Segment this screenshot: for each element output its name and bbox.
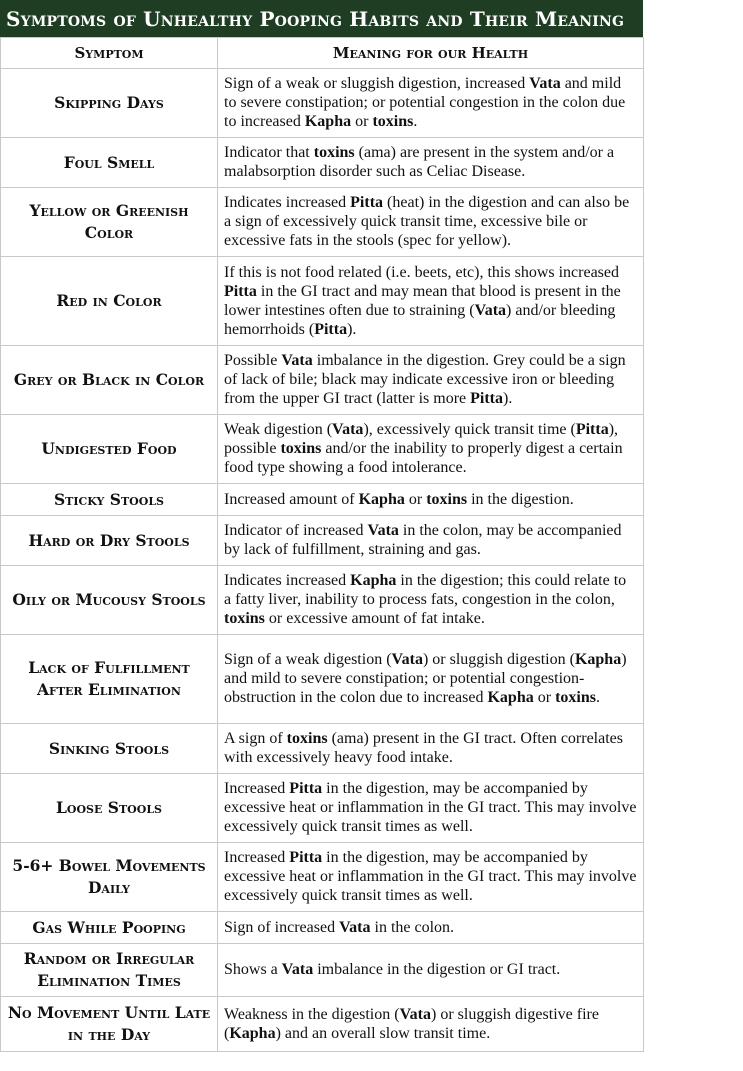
table-row: [1, 944, 644, 997]
table-row: [1, 566, 644, 635]
meaning-text: .: [595, 689, 600, 706]
meaning-text: or: [533, 689, 556, 706]
meaning-keyword: Pitta: [350, 194, 384, 211]
meaning-text: ).: [503, 390, 513, 407]
meaning-cell: [218, 188, 644, 257]
meaning-keyword: toxins: [286, 730, 328, 747]
meaning-text: in the digestion; this could relate to a fatty liver, inability to process fats, congestion in the colon,: [224, 572, 627, 608]
table-row: [1, 346, 644, 415]
meaning-text: ) and/or bleeding hemorrhoids (: [224, 301, 616, 338]
table-row: [1, 188, 644, 257]
table-row: [1, 912, 644, 944]
meaning-text: .: [413, 113, 418, 130]
table-row: [1, 997, 644, 1052]
meaning-keyword: Kapha: [358, 490, 405, 508]
meaning-text: imbalance in the digestion. Grey could be a sign of lack of bile; black may indicate excessive iron or bleeding from the upper GI tract (latter is more: [224, 352, 626, 407]
table-row: [1, 257, 644, 346]
meaning-text: in the colon, may be accompanied by lack of fulfillment, straining and gas.: [224, 522, 622, 558]
symptom-cell: Skipping Days: [1, 69, 218, 138]
meaning-keyword: Kapha: [350, 572, 397, 589]
meaning-cell: [218, 635, 644, 724]
meaning-keyword: toxins: [313, 144, 355, 161]
symptom-cell: No Movement Until Late in the Day: [1, 997, 218, 1052]
meaning-keyword: Pitta: [224, 282, 257, 300]
meaning-text: Weak digestion (: [224, 421, 333, 438]
table-row: [1, 69, 644, 138]
meaning-text: Increased: [224, 780, 290, 797]
meaning-text: Shows a: [224, 961, 282, 978]
table-row: [1, 724, 644, 774]
symptom-cell: Undigested Food: [1, 415, 218, 484]
meaning-keyword: Kapha: [487, 689, 534, 706]
symptom-cell: Gas While Pooping: [1, 912, 218, 944]
meaning-cell: [218, 415, 644, 484]
meaning-text: (ama) are present in the system and/or a malabsorption disorder such as Celiac Disease.: [224, 144, 615, 180]
symptoms-table: [0, 37, 644, 1052]
meaning-cell: [218, 774, 644, 843]
table-row: [1, 843, 644, 912]
meaning-keyword: toxins: [224, 610, 265, 627]
meaning-text: ) or sluggish digestive fire (: [224, 1005, 599, 1042]
symptom-cell: Lack of Fulfillment After Elimination: [1, 635, 218, 724]
meaning-text: in the digestion.: [467, 490, 574, 508]
meaning-cell: [218, 997, 644, 1052]
meaning-text: Possible: [224, 352, 282, 369]
meaning-keyword: toxins: [372, 113, 414, 130]
meaning-text: Indicator of increased: [224, 522, 368, 539]
meaning-cell: [218, 138, 644, 188]
meaning-text: ) or sluggish digestion (: [422, 651, 575, 668]
meaning-keyword: Kapha: [229, 1024, 276, 1042]
meaning-keyword: Vata: [281, 352, 313, 369]
meaning-text: Indicates increased: [224, 194, 351, 211]
meaning-text: imbalance in the digestion or GI tract.: [313, 961, 561, 978]
meaning-text: or: [351, 113, 373, 130]
meaning-text: Sign of increased: [224, 918, 340, 936]
symptom-cell: Random or Irregular Elimination Times: [1, 944, 218, 997]
symptom-cell: 5-6+ Bowel Movements Daily: [1, 843, 218, 912]
meaning-column-header: Meaning for our Health: [218, 38, 644, 69]
meaning-keyword: Pitta: [289, 849, 323, 866]
meaning-text: ), excessively quick transit time (: [363, 421, 576, 438]
meaning-text: Indicates increased: [224, 572, 351, 589]
symptom-column-header: Symptom: [1, 38, 218, 69]
meaning-keyword: Pitta: [470, 390, 503, 407]
meaning-text: ).: [347, 320, 357, 338]
symptom-cell: Loose Stools: [1, 774, 218, 843]
meaning-text: (heat) in the digestion and can also be a sign of excessively quick transit time, excessive bile or excessive fats in the stools (spec for yellow).: [224, 194, 630, 249]
meaning-keyword: Vata: [474, 301, 507, 319]
meaning-cell: [218, 346, 644, 415]
table-row: [1, 774, 644, 843]
meaning-cell: [218, 69, 644, 138]
meaning-text: or: [404, 490, 427, 508]
meaning-keyword: toxins: [280, 440, 322, 457]
table-header-row: [1, 38, 644, 69]
meaning-keyword: Pitta: [289, 780, 323, 797]
meaning-cell: [218, 944, 644, 997]
meaning-text: Increased amount of: [224, 490, 359, 508]
meaning-text: ), possible: [224, 421, 619, 457]
meaning-text: in the GI tract and may mean that blood is present in the lower intestines often due to straining (: [224, 282, 621, 319]
table-row: [1, 484, 644, 516]
meaning-cell: [218, 257, 644, 346]
meaning-keyword: Pitta: [314, 320, 348, 338]
meaning-text: in the colon.: [370, 918, 455, 936]
meaning-keyword: Kapha: [304, 113, 352, 130]
meaning-text: Indicator that: [224, 144, 314, 161]
meaning-text: Increased: [224, 849, 290, 866]
table-row: [1, 415, 644, 484]
meaning-keyword: toxins: [426, 490, 468, 508]
meaning-text: ) and an overall slow transit time.: [275, 1024, 491, 1042]
meaning-text: in the digestion, may be accompanied by excessive heat or inflammation in the GI tract. This may involve excessively quick transit times as well.: [224, 780, 637, 835]
symptom-cell: Grey or Black in Color: [1, 346, 218, 415]
symptom-cell: Sticky Stools: [1, 484, 218, 516]
page-title: Symptoms of Unhealthy Pooping Habits and Their Meaning: [0, 0, 643, 37]
meaning-cell: [218, 912, 644, 944]
table-body: [1, 69, 644, 1052]
meaning-text: (ama) present in the GI tract. Often correlates with excessively heavy food intake.: [224, 730, 623, 766]
table-row: [1, 635, 644, 724]
symptom-cell: Sinking Stools: [1, 724, 218, 774]
meaning-keyword: Kapha: [574, 651, 622, 668]
table-row: [1, 138, 644, 188]
meaning-text: and mild to severe constipation; or potential congestion in the colon due to increased: [224, 75, 626, 130]
meaning-cell: [218, 516, 644, 566]
meaning-text: If this is not food related (i.e. beets, etc), this shows increased: [224, 263, 619, 281]
symptom-cell: Yellow or Greenish Color: [1, 188, 218, 257]
meaning-text: Sign of a weak or sluggish digestion, increased: [224, 75, 530, 92]
meaning-cell: [218, 484, 644, 516]
symptom-cell: Red in Color: [1, 257, 218, 346]
meaning-keyword: Pitta: [575, 421, 609, 438]
meaning-keyword: Vata: [332, 421, 364, 438]
symptom-cell: Hard or Dry Stools: [1, 516, 218, 566]
meaning-keyword: Vata: [367, 522, 399, 539]
meaning-text: Weakness in the digestion (: [224, 1005, 400, 1023]
symptom-cell: Foul Smell: [1, 138, 218, 188]
table-row: [1, 516, 644, 566]
meaning-text: and/or the inability to properly digest a certain food type showing a food intolerance.: [224, 440, 623, 476]
meaning-keyword: Vata: [399, 1005, 431, 1023]
meaning-keyword: Vata: [391, 651, 423, 668]
meaning-cell: [218, 843, 644, 912]
meaning-keyword: toxins: [555, 689, 596, 706]
symptom-cell: Oily or Mucousy Stools: [1, 566, 218, 635]
meaning-text: Sign of a weak digestion (: [224, 651, 392, 668]
meaning-keyword: Vata: [339, 918, 371, 936]
meaning-text: ) and mild to severe constipation; or potential congestion-obstruction in the colon due to increased: [224, 651, 627, 706]
meaning-keyword: Vata: [281, 961, 314, 978]
meaning-cell: [218, 724, 644, 774]
meaning-text: in the digestion, may be accompanied by excessive heat or inflammation in the GI tract. This may involve excessively quick transit times as well.: [224, 849, 637, 904]
meaning-cell: [218, 566, 644, 635]
meaning-text: or excessive amount of fat intake.: [264, 610, 485, 627]
meaning-keyword: Vata: [529, 75, 561, 92]
meaning-text: A sign of: [224, 730, 287, 747]
